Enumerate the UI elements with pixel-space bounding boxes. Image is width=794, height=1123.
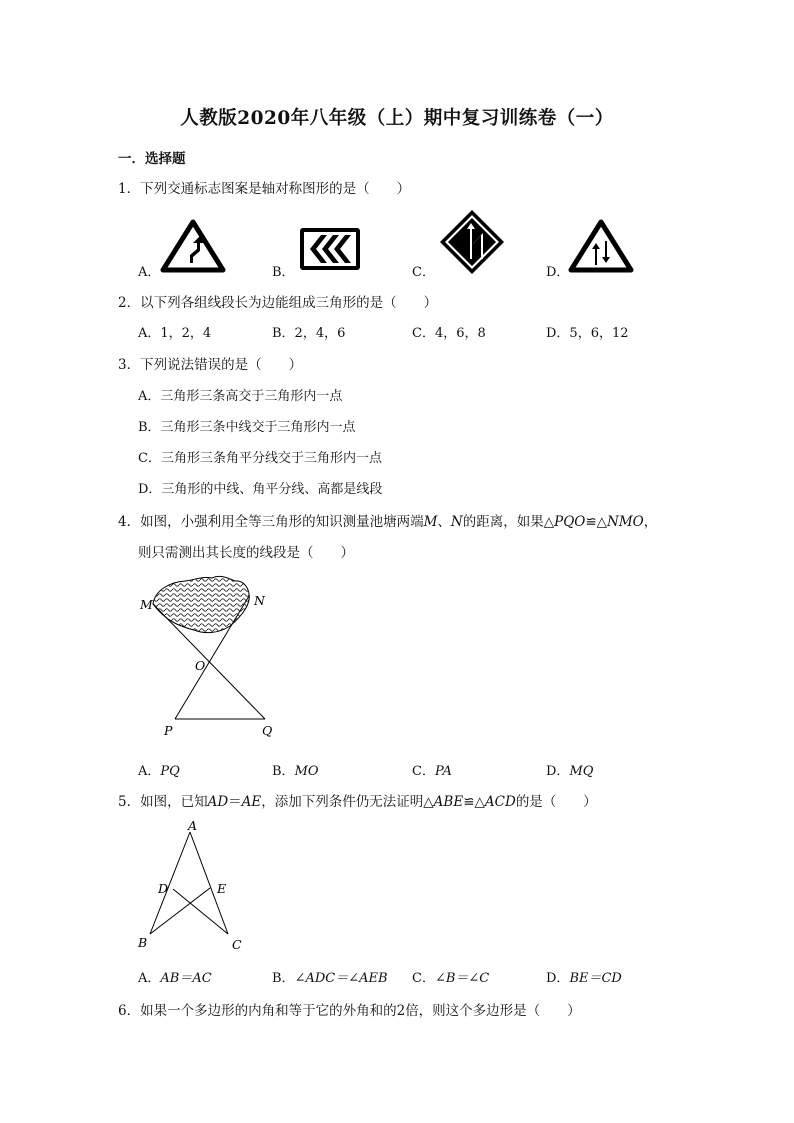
q3-option-c: C．三角形三条角平分线交于三角形内一点: [138, 451, 382, 466]
q2-option-d: D．5，6，12: [546, 326, 629, 341]
q1-option-c: C．: [412, 265, 435, 280]
page-title: 人教版2020年八年级（上）期中复习训练卷（一）: [180, 108, 614, 129]
label-p: P: [164, 723, 173, 738]
pond-measurement-figure: [130, 572, 290, 742]
q4-var-n: N: [450, 514, 463, 530]
q4-var-m: M: [423, 514, 438, 530]
double-curve-warning-sign-icon: [160, 219, 226, 273]
q3-option-d: D．三角形的中线、角平分线、高都是线段: [138, 482, 383, 497]
lane-merge-sign-icon: [439, 209, 505, 275]
question-4-stem: [118, 510, 657, 530]
q4-stem-mid: 的距离，如果△: [462, 514, 555, 530]
q1-option-a: A．: [138, 265, 161, 280]
q4-option-d: D．MQ: [546, 764, 594, 779]
label-e: E: [217, 881, 227, 896]
q4-cong: ≌△: [585, 514, 608, 530]
q2-option-b: B．2，4，6: [272, 326, 346, 341]
two-way-traffic-sign-icon: [568, 219, 634, 273]
q4-stem-end: ，: [643, 514, 658, 530]
label-n: N: [254, 593, 265, 608]
q4-sep: 、: [437, 514, 451, 530]
label-c: C: [232, 937, 242, 952]
q4-triangle-nmo: NMO: [607, 514, 644, 530]
q4-option-c: C．PA: [412, 764, 452, 779]
q5-option-b: B．∠ADC＝∠AEB: [272, 971, 388, 986]
label-a: A: [188, 818, 198, 833]
label-b: B: [138, 935, 148, 950]
q1-option-b: B．: [272, 265, 295, 280]
q3-option-a: A．三角形三条高交于三角形内一点: [138, 389, 343, 404]
chevron-left-sign-icon: [299, 227, 361, 271]
question-1-stem: 1．下列交通标志图案是轴对称图形的是（ ）: [118, 181, 411, 197]
triangle-abc-figure: [130, 818, 260, 958]
q4-option-a: A．PQ: [138, 764, 180, 779]
q2-option-c: C．4，6，8: [412, 326, 486, 341]
label-o: O: [195, 658, 206, 673]
question-3-stem: 3．下列说法错误的是（ ）: [118, 357, 303, 373]
q4-stem-text: 4．如图，小强利用全等三角形的知识测量池塘两端: [118, 514, 424, 530]
question-4-stem-line2: 则只需测出其长度的线段是（ ）: [138, 545, 354, 561]
q3-option-b: B．三角形三条中线交于三角形内一点: [138, 420, 356, 435]
q5-option-c: C．∠B＝∠C: [412, 971, 490, 986]
q4-option-b: B．MO: [272, 764, 319, 779]
q2-option-a: A．1，2，4: [138, 326, 212, 341]
label-d: D: [158, 881, 169, 896]
question-6-stem: 6．如果一个多边形的内角和等于它的外角和的2倍，则这个多边形是（ ）: [118, 1003, 581, 1019]
label-q: Q: [262, 723, 273, 738]
label-m: M: [140, 597, 153, 612]
section-heading: 一．选择题: [118, 151, 186, 167]
question-2-stem: 2．以下列各组线段长为边能组成三角形的是（ ）: [118, 295, 438, 311]
q5-option-d: D．BE＝CD: [546, 971, 622, 986]
pond-shape: [153, 576, 249, 632]
question-5-stem: 5．如图，已知AD＝AE，添加下列条件仍无法证明△ABE≌△ACD的是（ ）: [118, 794, 597, 810]
q5-option-a: A．AB＝AC: [138, 971, 212, 986]
q4-triangle-pqo: PQO: [554, 514, 586, 530]
q1-option-d: D．: [546, 265, 570, 280]
